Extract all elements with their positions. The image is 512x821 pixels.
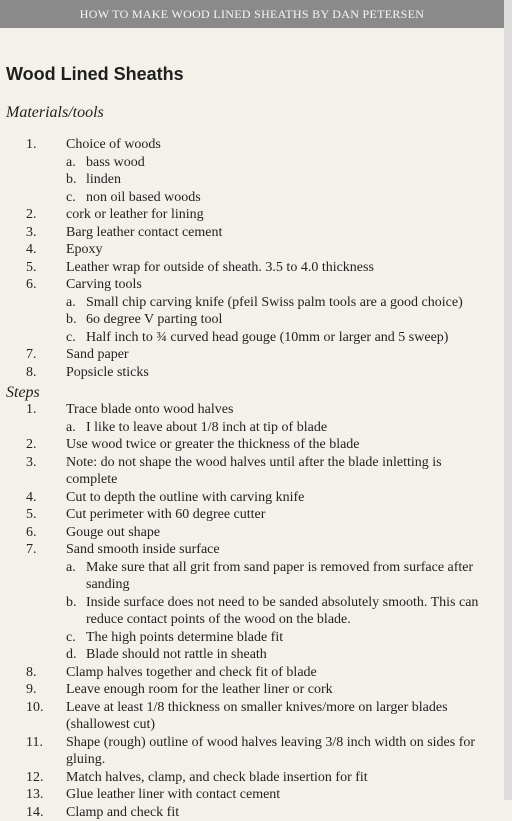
sub-item-text: Make sure that all grit from sand paper is removed from surface after sanding xyxy=(86,560,473,593)
sub-item-text: Blade should not rattle in sheath xyxy=(86,647,267,662)
sub-item-letter: b. xyxy=(66,171,77,189)
item-text: Cut perimeter with 60 degree cutter xyxy=(66,506,492,524)
item-text: Carving tools xyxy=(66,276,492,294)
item-text: Leave at least 1/8 thickness on smaller knives/more on larger blades (shallowest cut) xyxy=(66,699,492,734)
step-item xyxy=(6,699,492,734)
sub-item-text: bass wood xyxy=(86,155,145,170)
step-item xyxy=(6,454,492,489)
item-number: 3. xyxy=(26,224,50,242)
sub-item-letter: c. xyxy=(66,629,76,647)
step-item xyxy=(6,734,492,769)
item-number: 2. xyxy=(26,206,50,224)
item-text: Barg leather contact cement xyxy=(66,224,492,242)
material-item xyxy=(6,346,492,364)
item-text: Note: do not shape the wood halves until after the blade inletting is complete xyxy=(66,454,492,489)
sub-item-letter: a. xyxy=(66,294,76,312)
step-item xyxy=(6,436,492,454)
item-number: 1. xyxy=(26,136,50,154)
sub-item-text: The high points determine blade fit xyxy=(86,630,283,645)
item-number: 8. xyxy=(26,364,50,382)
item-number: 3. xyxy=(26,454,50,472)
material-item xyxy=(6,276,492,346)
step-item xyxy=(6,541,492,664)
item-number: 6. xyxy=(26,524,50,542)
step-item xyxy=(6,524,492,542)
page-title: Wood Lined Sheaths xyxy=(6,64,184,85)
sub-item xyxy=(66,154,492,172)
sub-item xyxy=(66,419,492,437)
item-number: 2. xyxy=(26,436,50,454)
materials-list xyxy=(6,136,492,381)
item-number: 10. xyxy=(26,699,50,717)
item-text: Leather wrap for outside of sheath. 3.5 to 4.0 thickness xyxy=(66,259,492,277)
item-text: Clamp halves together and check fit of blade xyxy=(66,664,492,682)
sub-item-letter: a. xyxy=(66,559,76,577)
step-item xyxy=(6,664,492,682)
item-number: 9. xyxy=(26,681,50,699)
sub-item-text: Half inch to ¾ curved head gouge (10mm or larger and 5 sweep) xyxy=(86,330,448,345)
sub-list xyxy=(66,559,492,664)
materials-heading: Materials/tools xyxy=(6,104,104,122)
item-text: Popsicle sticks xyxy=(66,364,492,382)
sub-item xyxy=(66,294,492,312)
sub-item-letter: b. xyxy=(66,311,77,329)
sub-item-letter: a. xyxy=(66,419,76,437)
item-number: 5. xyxy=(26,506,50,524)
sub-item-text: Inside surface does not need to be sanded absolutely smooth. This can reduce contact points of the wood on the blade. xyxy=(86,595,478,628)
item-number: 14. xyxy=(26,804,50,821)
step-item xyxy=(6,786,492,804)
step-item xyxy=(6,769,492,787)
page-edge-shadow xyxy=(504,0,512,800)
item-text: Match halves, clamp, and check blade insertion for fit xyxy=(66,769,492,787)
sub-list xyxy=(66,154,492,207)
sub-item xyxy=(66,189,492,207)
sub-item-text: I like to leave about 1/8 inch at tip of blade xyxy=(86,420,327,435)
item-number: 4. xyxy=(26,241,50,259)
item-number: 4. xyxy=(26,489,50,507)
item-text: Gouge out shape xyxy=(66,524,492,542)
material-item xyxy=(6,241,492,259)
item-text: Sand smooth inside surface xyxy=(66,541,492,559)
item-number: 6. xyxy=(26,276,50,294)
sub-item xyxy=(66,629,492,647)
step-item xyxy=(6,804,492,821)
sub-item-letter: a. xyxy=(66,154,76,172)
sub-item-text: 6o degree V parting tool xyxy=(86,312,222,327)
sub-list xyxy=(66,419,492,437)
item-number: 1. xyxy=(26,401,50,419)
item-text: Cut to depth the outline with carving knife xyxy=(66,489,492,507)
material-item xyxy=(6,224,492,242)
step-item xyxy=(6,681,492,699)
item-number: 7. xyxy=(26,541,50,559)
sub-item-text: Small chip carving knife (pfeil Swiss palm tools are a good choice) xyxy=(86,295,463,310)
item-text: Epoxy xyxy=(66,241,492,259)
page-header xyxy=(0,0,504,28)
sub-item xyxy=(66,329,492,347)
material-item xyxy=(6,206,492,224)
item-text: Use wood twice or greater the thickness of the blade xyxy=(66,436,492,454)
item-text: cork or leather for lining xyxy=(66,206,492,224)
header-title: HOW TO MAKE WOOD LINED SHEATHS BY DAN PETERSEN xyxy=(80,7,424,21)
material-item xyxy=(6,364,492,382)
step-item xyxy=(6,489,492,507)
sub-item-letter: c. xyxy=(66,189,76,207)
step-item xyxy=(6,506,492,524)
sub-item xyxy=(66,311,492,329)
item-number: 12. xyxy=(26,769,50,787)
item-number: 11. xyxy=(26,734,50,752)
item-text: Trace blade onto wood halves xyxy=(66,401,492,419)
step-item xyxy=(6,401,492,436)
sub-item xyxy=(66,559,492,594)
steps-heading: Steps xyxy=(6,384,40,402)
steps-list xyxy=(6,401,492,821)
item-text: Glue leather liner with contact cement xyxy=(66,786,492,804)
sub-item-text: linden xyxy=(86,172,121,187)
sub-item xyxy=(66,171,492,189)
sub-item-text: non oil based woods xyxy=(86,190,201,205)
sub-item xyxy=(66,646,492,664)
sub-item-letter: b. xyxy=(66,594,77,612)
item-number: 5. xyxy=(26,259,50,277)
item-text: Clamp and check fit xyxy=(66,804,492,821)
sub-list xyxy=(66,294,492,347)
item-number: 7. xyxy=(26,346,50,364)
item-number: 8. xyxy=(26,664,50,682)
sub-item-letter: d. xyxy=(66,646,77,664)
item-number: 13. xyxy=(26,786,50,804)
sub-item xyxy=(66,594,492,629)
material-item xyxy=(6,136,492,206)
item-text: Sand paper xyxy=(66,346,492,364)
item-text: Leave enough room for the leather liner or cork xyxy=(66,681,492,699)
item-text: Shape (rough) outline of wood halves leaving 3/8 inch width on sides for gluing. xyxy=(66,734,492,769)
sub-item-letter: c. xyxy=(66,329,76,347)
item-text: Choice of woods xyxy=(66,136,492,154)
material-item xyxy=(6,259,492,277)
